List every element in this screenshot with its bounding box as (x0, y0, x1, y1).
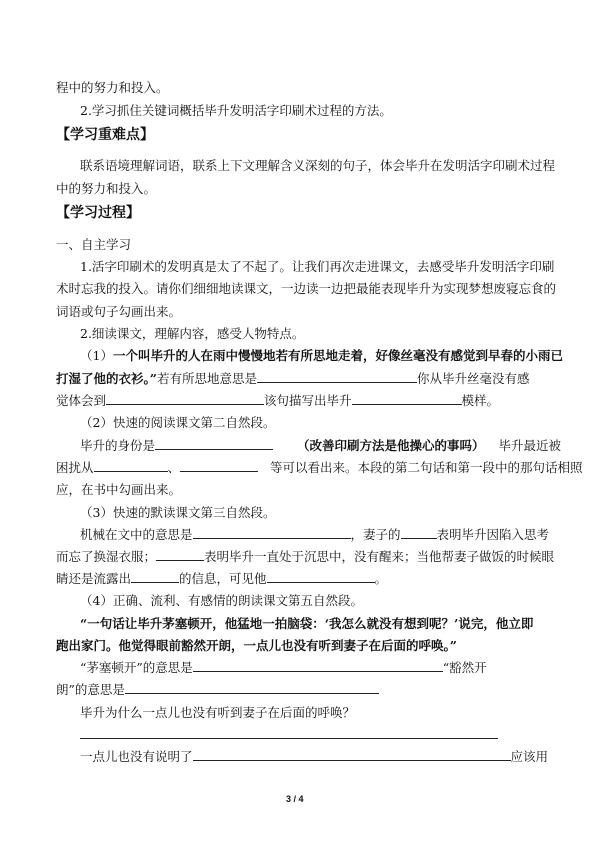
q3-prompt-b: ，妻子的 (350, 527, 401, 542)
q2-prompt-b: 毕升最近被 (498, 438, 562, 453)
q4-prompt-c: 朗”的意思是 (56, 682, 125, 697)
blank-field[interactable] (180, 460, 258, 472)
q2-prompt-d: 等可以看出来。本段的第二句话和第一段中的那句话相照 (270, 460, 583, 475)
q4-line-1 (80, 660, 487, 676)
q4-quote: “一句话让毕升茅塞顿开，他猛地一拍脑袋：‘我怎么就没有想到呢？’说完，他立即 (80, 616, 534, 631)
blank-field[interactable] (257, 371, 417, 383)
q1-number: （1） (80, 348, 113, 363)
section-self-study: 一、自主学习 (56, 237, 132, 252)
task-1-text-end: 词语或句子勾画出来。 (56, 304, 182, 319)
text-line: 程中的努力和投入。 (56, 80, 169, 95)
q4-prompt-b: “豁然开 (442, 660, 487, 675)
q1-prompt-e: 模样。 (461, 393, 500, 408)
q4-line-2 (56, 682, 379, 698)
q1-prompt-b: 你从毕升丝毫没有感 (416, 371, 530, 386)
key-points-text: 联系语境理解词语，联系上下文理解含义深刻的句子，体会毕升在发明活字印刷术过程 (80, 158, 556, 173)
q3-prompt-g: 的信息，可见他 (179, 571, 267, 586)
task-1-text: 1.活字印刷术的发明真是太了不起了。让我们再次走进课文，去感受毕升发明活字印刷 (80, 259, 555, 274)
q2-sep: 、 (167, 460, 181, 475)
page-number: 3 / 4 (286, 794, 304, 804)
task-1-text-cont: 术时忘我的投入。请你们细细地读课文，一边读一边把最能表现毕升为实现梦想废寝忘食的 (56, 281, 557, 296)
q4-question: 毕升为什么一点儿也没有听到妻子在后面的呼唤？ (80, 705, 356, 720)
q3-prompt-a: 机械在文中的意思是 (80, 527, 193, 542)
blank-field[interactable] (106, 393, 264, 405)
q3-prompt-c: 表明毕升因陷入思考 (436, 527, 550, 542)
blank-field[interactable] (352, 393, 462, 405)
q3-title: （3）快速的默读课文第三自然段。 (80, 505, 276, 520)
q1-quote-end: 打湿了他的衣衫。” (56, 371, 157, 386)
q2-prompt-a: 毕升的身份是 (80, 438, 156, 453)
q3-prompt-f: 睛还是流露出 (56, 571, 132, 586)
q2-line-2 (56, 460, 583, 476)
q1-line-2 (56, 371, 529, 387)
q4-prompt-e: 应该用 (510, 749, 549, 764)
q2-prompt-c: 困扰从 (56, 460, 94, 475)
q4-title: （4）正确、流利、有感情的朗读课文第五自然段。 (80, 593, 363, 608)
blank-field[interactable] (267, 571, 375, 583)
q3-prompt-e: 表明毕升一直处于沉思中，没有醒来；当他帮妻子做饭的时候眼 (204, 549, 555, 564)
task-2-text: 2.细读课文，理解内容，感受人物特点。 (80, 326, 305, 341)
q1-prompt-a: 若有所思地意思是 (156, 371, 257, 386)
answer-line[interactable] (80, 738, 498, 739)
q3-line-3 (56, 571, 387, 587)
heading-learning-process: 【学习过程】 (56, 205, 140, 221)
q4-prompt-a: “茅塞顿开”的意思是 (80, 660, 193, 675)
q3-prompt-h: 。 (374, 571, 388, 586)
blank-field[interactable] (155, 438, 273, 450)
q4-quote-end: 跑出家门。他觉得眼前豁然开朗，一点儿也没有听到妻子在后面的呼唤。” (56, 638, 457, 653)
key-points-text-cont: 中的努力和投入。 (56, 181, 157, 196)
q1-prompt-d: 该句描写出毕升 (264, 393, 352, 408)
objective-2: 2.学习抓住关键词概括毕升发明活字印刷术过程的方法。 (80, 103, 392, 118)
q4-line-3 (80, 749, 548, 765)
q2-title: （2）快速的阅读课文第二自然段。 (80, 415, 276, 430)
q3-line-2 (56, 549, 554, 565)
q2-line-3: 应，在书中勾画出来。 (56, 482, 182, 497)
blank-field[interactable] (193, 527, 351, 539)
q4-prompt-d: 一点儿也没有说明了 (80, 749, 193, 764)
q1-prompt-c: 觉体会到 (56, 393, 107, 408)
q1-quote: 一个叫毕升的人在雨中慢慢地若有所思地走着，好像丝毫没有感觉到早春的小雨已 (112, 348, 563, 363)
q1-line-3 (56, 393, 499, 409)
heading-key-points: 【学习重难点】 (56, 127, 154, 143)
q2-line-1 (80, 438, 561, 454)
q1-line (80, 348, 563, 364)
blank-field[interactable] (94, 460, 168, 472)
blank-field[interactable] (125, 682, 379, 694)
q3-prompt-d: 而忘了换湿衣服； (56, 549, 157, 564)
q3-line-1 (80, 527, 549, 543)
blank-field[interactable] (193, 660, 443, 672)
blank-field[interactable] (193, 749, 511, 761)
blank-field[interactable] (156, 549, 204, 561)
q2-question: （改善印刷方法是他操心的事吗） (297, 438, 485, 453)
blank-field[interactable] (131, 571, 179, 583)
blank-field[interactable] (401, 527, 437, 539)
